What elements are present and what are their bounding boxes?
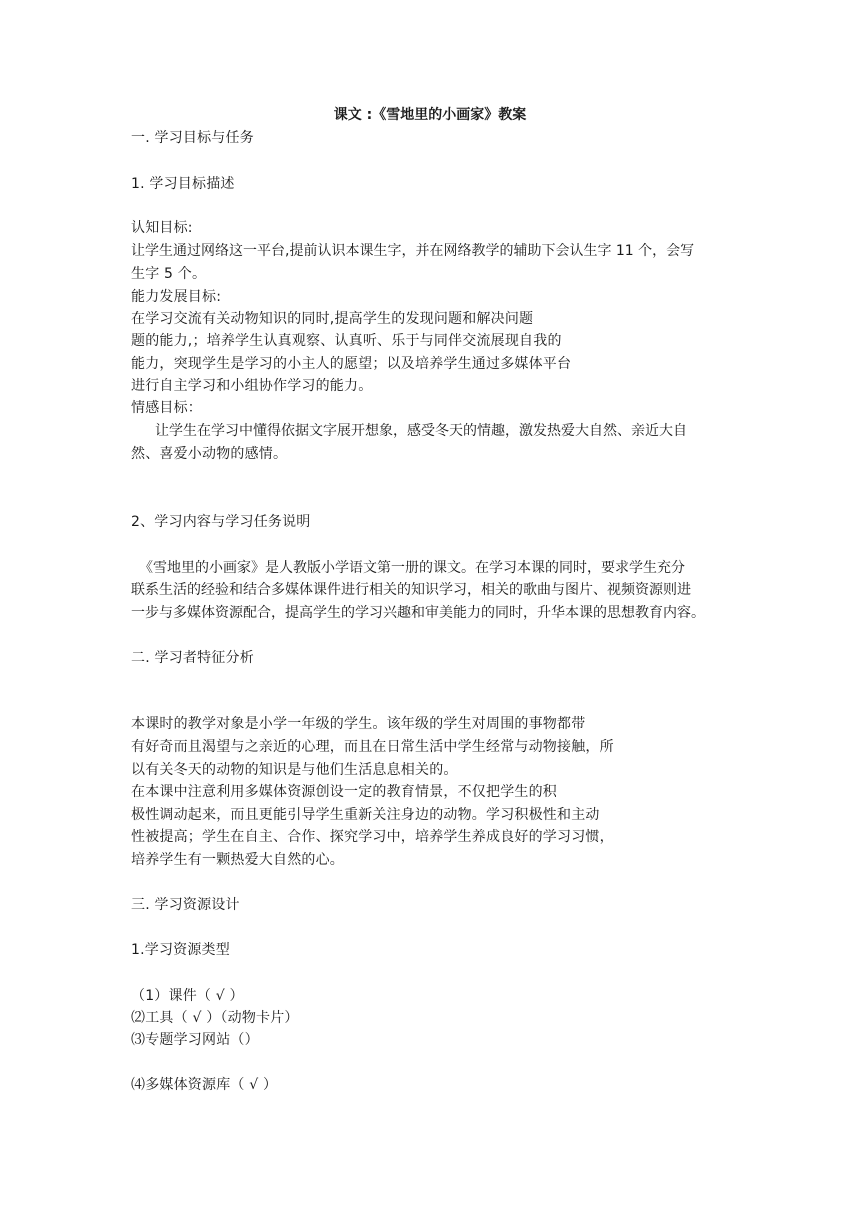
learner-line: 本课时的教学对象是小学一年级的学生。该年级的学生对周围的事物都带 bbox=[131, 716, 586, 732]
ability-line: 题的能力,；培养学生认真观察、认真听、乐于与同伴交流展现自我的 bbox=[131, 333, 562, 349]
emotion-label: 情感目标： bbox=[131, 400, 202, 416]
learner-line: 极性调动起来，而且更能引导学生重新关注身边的动物。学习积极性和主动 bbox=[131, 807, 600, 823]
cognitive-label: 认知目标: bbox=[131, 220, 193, 236]
ability-label: 能力发展目标: bbox=[131, 289, 222, 305]
resource-item: ⑶专题学习网站（） bbox=[131, 1032, 259, 1048]
emotion-line: 让学生在学习中懂得依据文字展开想象，感受冬天的情趣，激发热爱大自然、亲近大自 bbox=[155, 423, 687, 439]
cognitive-line: 生字 5 个。 bbox=[131, 266, 207, 282]
ability-line: 进行自主学习和小组协作学习的能力。 bbox=[131, 378, 373, 394]
content-line: 联系生活的经验和结合多媒体课件进行相关的知识学习，相关的歌曲与图片、视频资源则进 bbox=[131, 582, 691, 598]
emotion-line: 然、喜爱小动物的感情。 bbox=[131, 446, 288, 462]
content-line: 一步与多媒体资源配合，提高学生的学习兴趣和审美能力的同时，升华本课的思想教育内容。 bbox=[131, 605, 705, 621]
resource-item: ⑵工具（ √ ）（动物卡片） bbox=[131, 1010, 299, 1026]
cognitive-line: 让学生通过网络这一平台,提前认识本课生字，并在网络教学的辅助下会认生字 11 个，会写 bbox=[131, 243, 695, 259]
learner-line: 培养学生有一颗热爱大自然的心。 bbox=[131, 852, 344, 868]
section1-sub2-heading: 2、学习内容与学习任务说明 bbox=[131, 514, 311, 530]
ability-line: 在学习交流有关动物知识的同时,提高学生的发现问题和解决问题 bbox=[131, 311, 534, 327]
resource-item: ⑷多媒体资源库（ √ ） bbox=[131, 1077, 278, 1093]
content-line: 《雪地里的小画家》是人教版小学语文第一册的课文。在学习本课的同时，要求学生充分 bbox=[139, 560, 685, 576]
learner-line: 以有关冬天的动物的知识是与他们生活息息相关的。 bbox=[131, 762, 458, 778]
section3-sub1-heading: 1.学习资源类型 bbox=[131, 942, 230, 958]
learner-line: 有好奇而且渴望与之亲近的心理，而且在日常生活中学生经常与动物接触，所 bbox=[131, 739, 614, 755]
learner-line: 性被提高；学生在自主、合作、探究学习中，培养学生养成良好的学习习惯， bbox=[131, 829, 614, 845]
ability-line: 能力，突现学生是学习的小主人的愿望；以及培养学生通过多媒体平台 bbox=[131, 356, 572, 372]
section2-heading: 二. 学习者特征分析 bbox=[131, 650, 254, 666]
document-title: 课文 :《雪地里的小画家》教案 bbox=[333, 107, 527, 123]
section1-heading: 一. 学习目标与任务 bbox=[131, 130, 254, 146]
resource-item: （1）课件（ √ ） bbox=[131, 988, 244, 1004]
section3-heading: 三. 学习资源设计 bbox=[131, 897, 240, 913]
learner-line: 在本课中注意利用多媒体资源创设一定的教育情景，不仅把学生的积 bbox=[131, 784, 557, 800]
section1-sub1-heading: 1. 学习目标描述 bbox=[131, 176, 235, 192]
